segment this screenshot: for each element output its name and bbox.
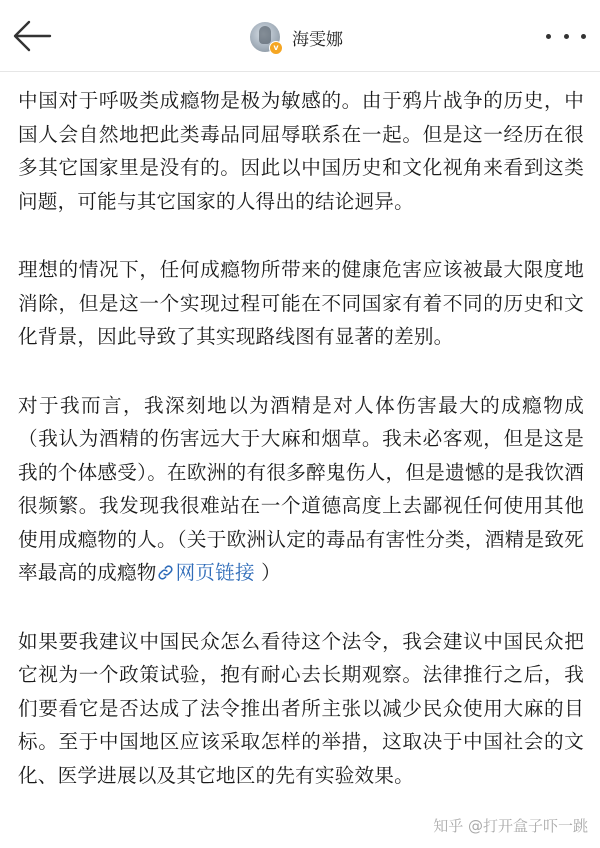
more-dots-icon: [581, 34, 586, 39]
web-link-label: 网页链接: [175, 561, 255, 584]
top-bar: [0, 0, 600, 72]
arrow-left-icon: [10, 16, 54, 56]
avatar[interactable]: [250, 22, 280, 52]
watermark: 知乎 @打开盒子吓一跳: [433, 817, 588, 835]
article-body: [18, 84, 584, 827]
author-name[interactable]: 海雯娜: [292, 29, 343, 50]
paragraph-3-text: 对于我而言，我深刻地以为酒精是对人体伤害最大的成瘾物成（我认为酒精的伤害远大于大麻和烟草。我未必客观，但是这是我的个体感受）。在欧洲的有很多醉鬼伤人，但是遗憾的是我饮酒很频繁。我发现我很难站在一个道德高度上去鄙视任何使用其他使用成瘾物的人。（关于欧洲认定的毒品有害性分类，酒精是致死率最高的成瘾物: [18, 393, 584, 584]
paragraph-1: 中国对于呼吸类成瘾物是极为敏感的。由于鸦片战争的历史，中国人会自然地把此类毒品同屈辱联系在一起。但是这一经历在很多其它国家里是没有的。因此以中国历史和文化视角来看到这类问题，可能与其它国家的人得出的结论迥异。: [18, 89, 584, 213]
author-profile[interactable]: [250, 18, 343, 56]
verified-badge-icon: v: [269, 41, 283, 55]
web-link[interactable]: [157, 561, 255, 584]
more-options-button[interactable]: [546, 24, 586, 48]
more-dots-icon: [564, 34, 569, 39]
link-icon: [157, 564, 174, 581]
back-button[interactable]: [10, 16, 54, 56]
paragraph-2: 理想的情况下，任何成瘾物所带来的健康危害应该被最大限度地消除，但是这一个实现过程可能在不同国家有着不同的历史和文化背景，因此导致了其实现路线图有显著的差别。: [18, 258, 584, 348]
paragraph-3: [18, 389, 584, 590]
more-dots-icon: [546, 34, 551, 39]
paragraph-4: 如果要我建议中国民众怎么看待这个法令，我会建议中国民众把它视为一个政策试验，抱有耐心去长期观察。法律推行之后，我们要看它是否达成了法令推出者所主张以减少民众使用大麻的目标。至于中国地区应该采取怎样的举措，这取决于中国社会的文化、医学进展以及其它地区的先有实验效果。: [18, 629, 584, 787]
paragraph-3-tail: ）: [254, 561, 281, 584]
